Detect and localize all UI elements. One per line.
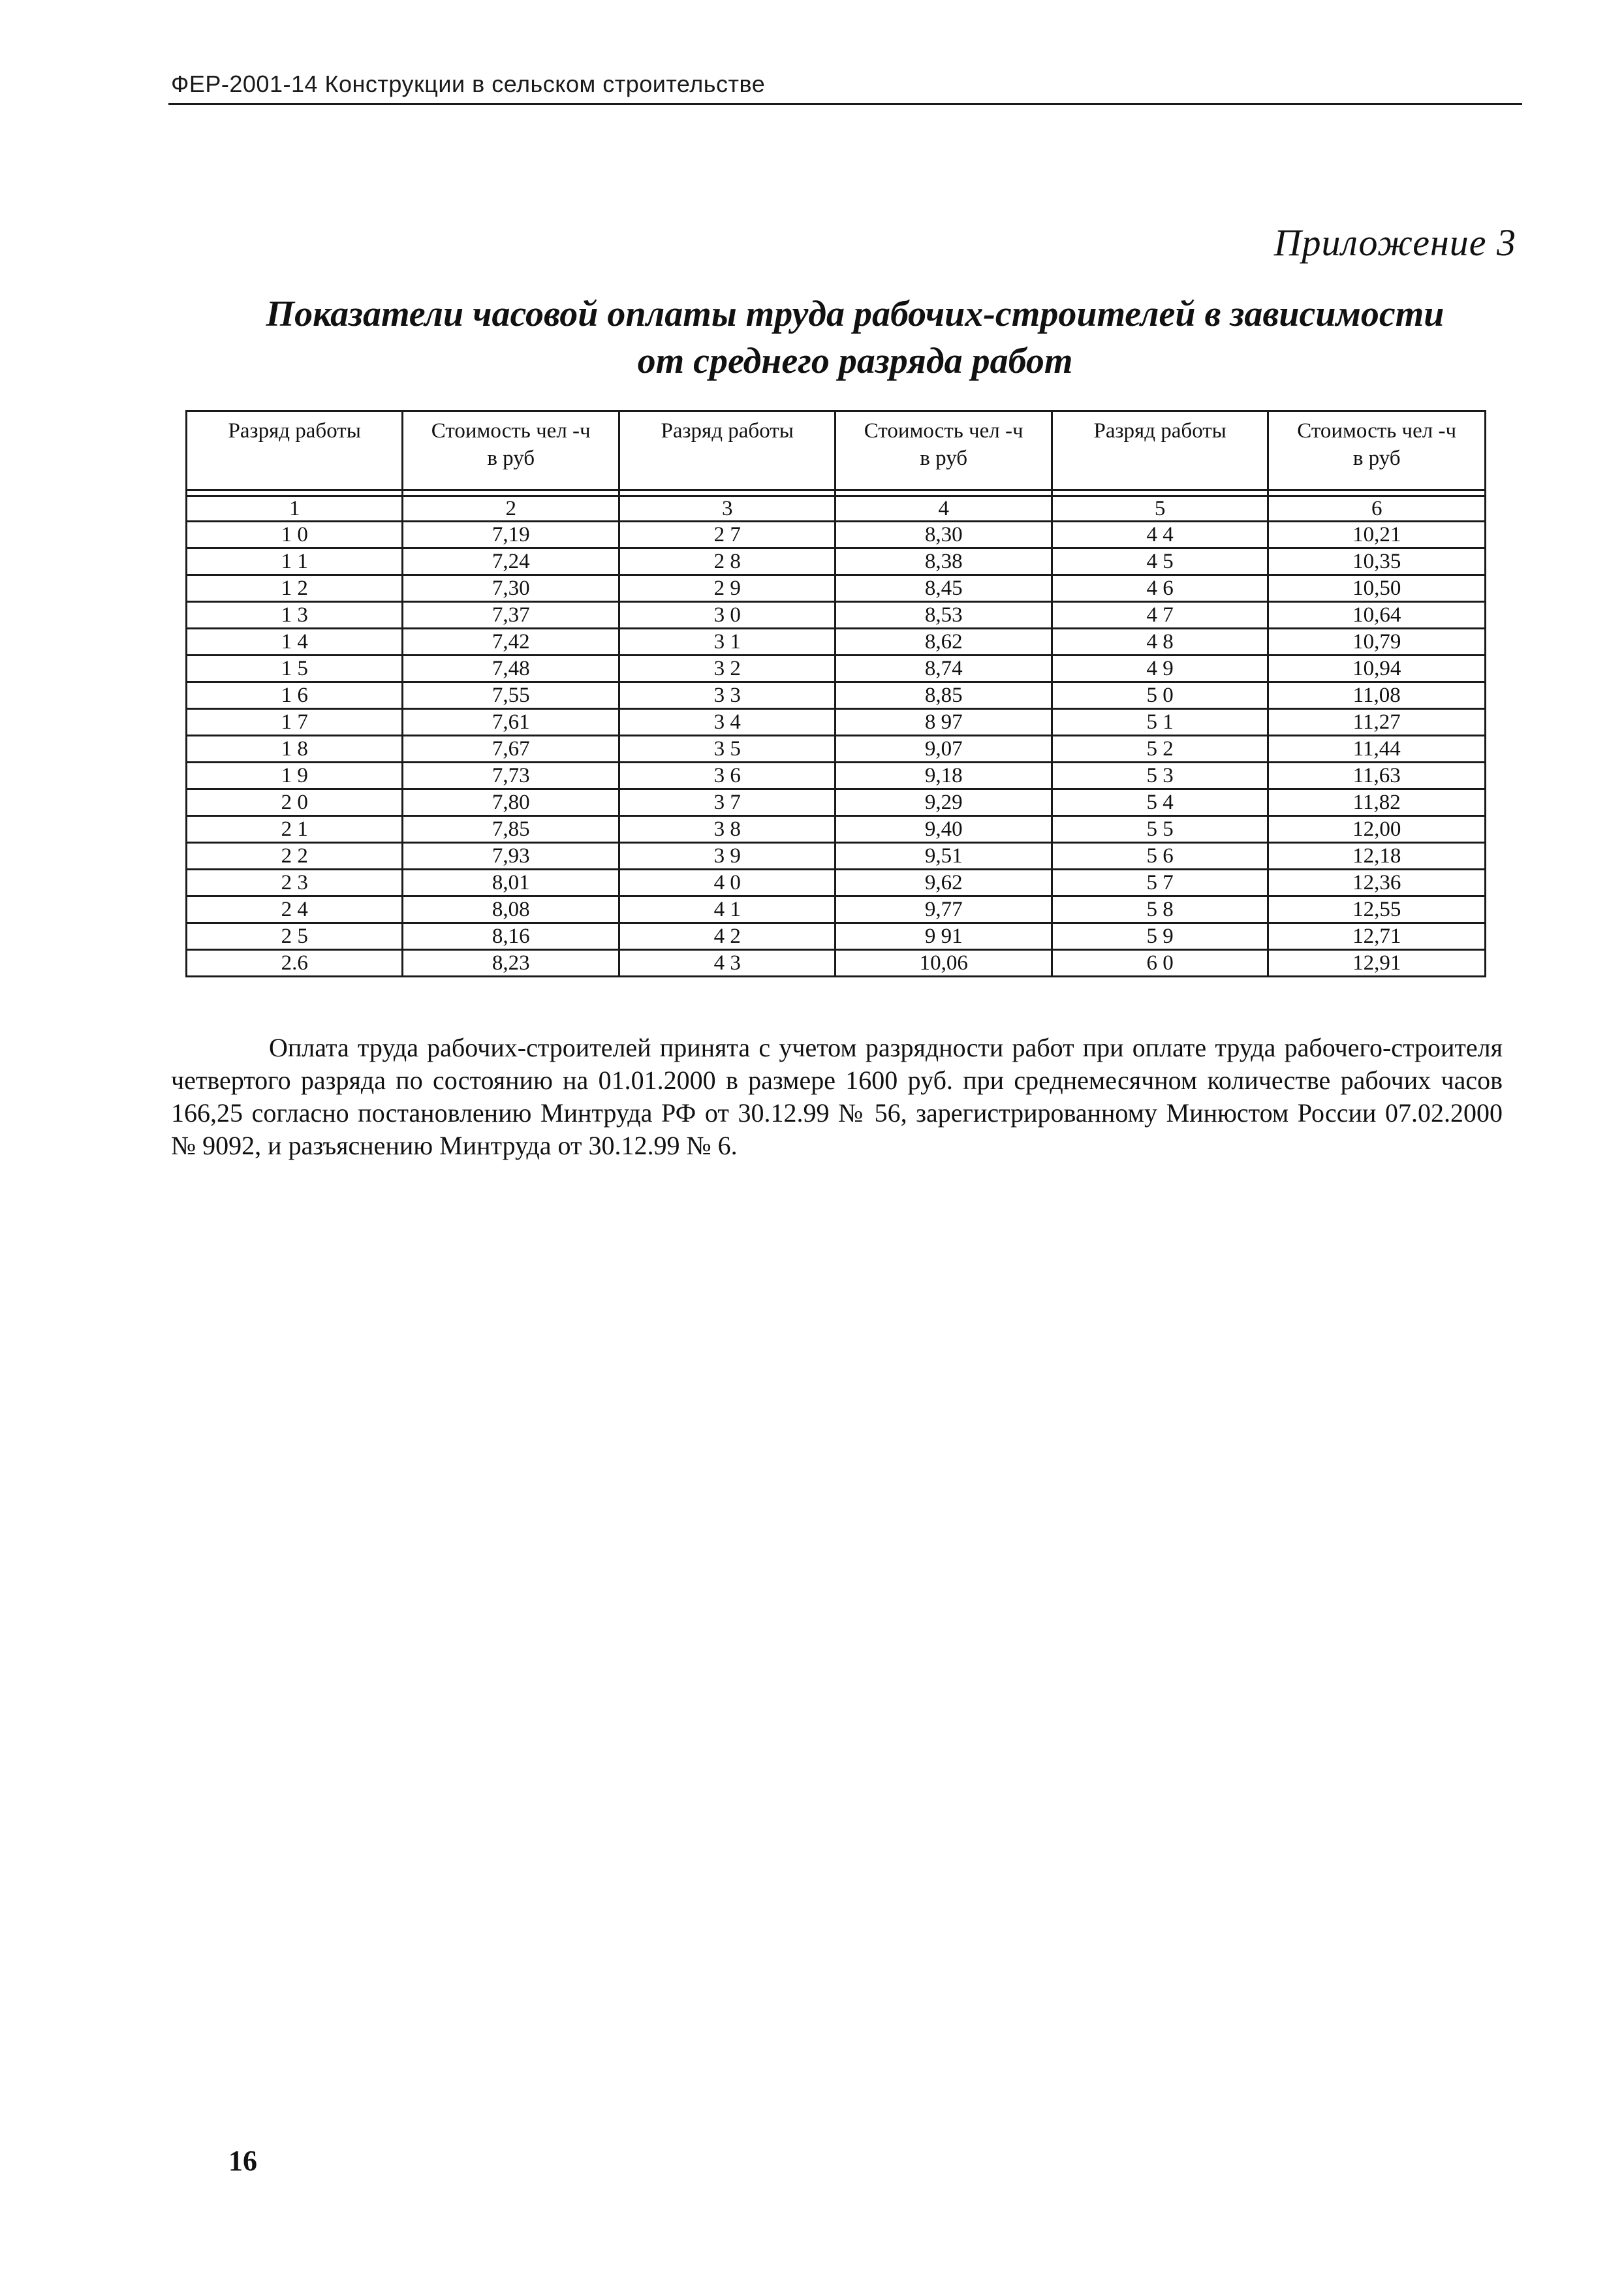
grade-cell: 3 0 <box>619 602 835 629</box>
rate-cell: 9,07 <box>835 736 1052 763</box>
document-title-line-2: от среднего разряда работ <box>637 341 1073 381</box>
rate-cell: 9,62 <box>835 870 1052 896</box>
rate-cell: 7,80 <box>403 789 619 816</box>
gap-cell <box>835 490 1052 496</box>
rate-cell: 10,64 <box>1268 602 1486 629</box>
column-header-line-1: Разряд работы <box>1093 419 1226 443</box>
rate-cell: 12,36 <box>1268 870 1486 896</box>
grade-cell: 5 8 <box>1052 896 1268 923</box>
grade-cell: 1 2 <box>187 575 403 602</box>
table-row <box>187 763 1486 789</box>
column-header-line-1: Разряд работы <box>228 419 361 443</box>
page-number: 16 <box>228 2145 257 2177</box>
column-header-1 <box>187 411 403 490</box>
gap-cell <box>403 490 619 496</box>
rate-cell: 11,44 <box>1268 736 1486 763</box>
rate-cell: 8,85 <box>835 682 1052 709</box>
grade-cell: 4 1 <box>619 896 835 923</box>
table-row <box>187 816 1486 843</box>
rate-cell: 7,42 <box>403 629 619 656</box>
table-row <box>187 870 1486 896</box>
table-row <box>187 548 1486 575</box>
table-row <box>187 843 1486 870</box>
rate-cell: 12,55 <box>1268 896 1486 923</box>
grade-cell: 4 7 <box>1052 602 1268 629</box>
rate-cell: 8,38 <box>835 548 1052 575</box>
grade-cell: 5 7 <box>1052 870 1268 896</box>
rate-cell: 10,50 <box>1268 575 1486 602</box>
rate-cell: 8,62 <box>835 629 1052 656</box>
header-rule <box>168 103 1522 105</box>
column-header-2 <box>403 411 619 490</box>
grade-cell: 3 8 <box>619 816 835 843</box>
grade-cell: 2 1 <box>187 816 403 843</box>
gap-cell <box>1268 490 1486 496</box>
grade-cell: 3 5 <box>619 736 835 763</box>
rate-cell: 11,82 <box>1268 789 1486 816</box>
rate-cell: 12,18 <box>1268 843 1486 870</box>
grade-cell: 4 3 <box>619 950 835 977</box>
rate-cell: 7,73 <box>403 763 619 789</box>
column-number-cell: 4 <box>835 496 1052 522</box>
table-row <box>187 923 1486 950</box>
column-header-line-2: в руб <box>920 447 968 470</box>
column-number-cell: 1 <box>187 496 403 522</box>
grade-cell: 4 4 <box>1052 522 1268 548</box>
rate-cell: 11,63 <box>1268 763 1486 789</box>
grade-cell: 2 8 <box>619 548 835 575</box>
document-title <box>235 291 1475 385</box>
table-row <box>187 682 1486 709</box>
rate-cell: 10,35 <box>1268 548 1486 575</box>
explanatory-paragraph: Оплата труда рабочих-строителей принята с учетом разрядности работ при оплате труда рабочего-строителя четвертого разряда по состоянию на 01.01.2000 в размере 1600 руб. при среднемесячном количестве рабочих часов 166,25 согласно постановлению Минтруда РФ от 30.12.99 № 56, зарегистрированному Минюстом России 07.02.2000 № 9092, и разъяснению Минтруда от 30.12.99 № 6. <box>171 1033 1503 1160</box>
grade-cell: 1 8 <box>187 736 403 763</box>
rate-cell: 7,30 <box>403 575 619 602</box>
column-header-line-1: Стоимость чел -ч <box>431 419 591 443</box>
grade-cell: 4 6 <box>1052 575 1268 602</box>
grade-cell: 2 5 <box>187 923 403 950</box>
rate-cell: 10,79 <box>1268 629 1486 656</box>
grade-cell: 5 4 <box>1052 789 1268 816</box>
rate-cell: 8,74 <box>835 656 1052 682</box>
grade-cell: 2 3 <box>187 870 403 896</box>
table-row <box>187 522 1486 548</box>
gap-cell <box>1052 490 1268 496</box>
grade-cell: 3 9 <box>619 843 835 870</box>
grade-cell: 1 6 <box>187 682 403 709</box>
grade-cell: 2 0 <box>187 789 403 816</box>
table-row <box>187 575 1486 602</box>
grade-cell: 4 0 <box>619 870 835 896</box>
grade-cell: 3 7 <box>619 789 835 816</box>
rate-cell: 12,91 <box>1268 950 1486 977</box>
column-header-line-1: Стоимость чел -ч <box>864 419 1023 443</box>
rate-cell: 8,45 <box>835 575 1052 602</box>
rate-cell: 12,00 <box>1268 816 1486 843</box>
rate-cell: 8 97 <box>835 709 1052 736</box>
rate-cell: 11,27 <box>1268 709 1486 736</box>
rate-cell: 8,08 <box>403 896 619 923</box>
rate-cell: 7,48 <box>403 656 619 682</box>
rate-cell: 12,71 <box>1268 923 1486 950</box>
grade-cell: 5 6 <box>1052 843 1268 870</box>
rate-cell: 10,94 <box>1268 656 1486 682</box>
column-header-3 <box>619 411 835 490</box>
grade-cell: 2 2 <box>187 843 403 870</box>
table-row <box>187 709 1486 736</box>
rate-cell: 9,51 <box>835 843 1052 870</box>
column-header-line-1: Разряд работы <box>661 419 794 443</box>
grade-cell: 1 0 <box>187 522 403 548</box>
table-row <box>187 656 1486 682</box>
rate-cell: 7,93 <box>403 843 619 870</box>
rate-cell: 7,85 <box>403 816 619 843</box>
rate-cell: 9,77 <box>835 896 1052 923</box>
table-row <box>187 896 1486 923</box>
grade-cell: 5 1 <box>1052 709 1268 736</box>
table-row <box>187 789 1486 816</box>
grade-cell: 3 2 <box>619 656 835 682</box>
grade-cell: 3 4 <box>619 709 835 736</box>
table-row <box>187 602 1486 629</box>
rate-cell: 9,18 <box>835 763 1052 789</box>
rate-cell: 10,06 <box>835 950 1052 977</box>
grade-cell: 1 5 <box>187 656 403 682</box>
column-header-4 <box>835 411 1052 490</box>
rate-cell: 9,40 <box>835 816 1052 843</box>
header-gap-row <box>187 490 1486 496</box>
grade-cell: 4 8 <box>1052 629 1268 656</box>
grade-cell: 1 4 <box>187 629 403 656</box>
grade-cell: 1 3 <box>187 602 403 629</box>
grade-cell: 4 9 <box>1052 656 1268 682</box>
grade-cell: 2 9 <box>619 575 835 602</box>
grade-cell: 2.6 <box>187 950 403 977</box>
rate-cell: 11,08 <box>1268 682 1486 709</box>
table-row <box>187 629 1486 656</box>
grade-cell: 1 9 <box>187 763 403 789</box>
gap-cell <box>187 490 403 496</box>
column-header-6 <box>1268 411 1486 490</box>
grade-cell: 2 7 <box>619 522 835 548</box>
table-row <box>187 736 1486 763</box>
grade-cell: 4 2 <box>619 923 835 950</box>
column-number-cell: 2 <box>403 496 619 522</box>
grade-cell: 5 2 <box>1052 736 1268 763</box>
rate-cell: 7,19 <box>403 522 619 548</box>
grade-cell: 5 5 <box>1052 816 1268 843</box>
column-number-cell: 5 <box>1052 496 1268 522</box>
table-body <box>187 490 1486 977</box>
grade-cell: 3 3 <box>619 682 835 709</box>
rate-cell: 7,24 <box>403 548 619 575</box>
column-header-5 <box>1052 411 1268 490</box>
hourly-rate-table <box>185 410 1486 977</box>
column-number-row <box>187 496 1486 522</box>
grade-cell: 5 9 <box>1052 923 1268 950</box>
rate-cell: 9,29 <box>835 789 1052 816</box>
grade-cell: 4 5 <box>1052 548 1268 575</box>
running-header: ФЕР-2001-14 Конструкции в сельском строительстве <box>171 71 766 97</box>
rate-cell: 7,67 <box>403 736 619 763</box>
column-number-cell: 6 <box>1268 496 1486 522</box>
column-header-line-1: Стоимость чел -ч <box>1297 419 1457 443</box>
grade-cell: 3 1 <box>619 629 835 656</box>
document-title-line-1: Показатели часовой оплаты труда рабочих-строителей в зависимости <box>266 294 1444 334</box>
rate-cell: 8,30 <box>835 522 1052 548</box>
table-header-row <box>187 411 1486 490</box>
rate-cell: 7,37 <box>403 602 619 629</box>
grade-cell: 5 0 <box>1052 682 1268 709</box>
rate-cell: 9 91 <box>835 923 1052 950</box>
rate-cell: 10,21 <box>1268 522 1486 548</box>
rate-cell: 7,61 <box>403 709 619 736</box>
grade-cell: 2 4 <box>187 896 403 923</box>
grade-cell: 5 3 <box>1052 763 1268 789</box>
grade-cell: 1 1 <box>187 548 403 575</box>
rate-cell: 8,16 <box>403 923 619 950</box>
rate-cell: 8,53 <box>835 602 1052 629</box>
grade-cell: 1 7 <box>187 709 403 736</box>
appendix-label: Приложение 3 <box>1273 221 1516 264</box>
rate-cell: 7,55 <box>403 682 619 709</box>
column-number-cell: 3 <box>619 496 835 522</box>
grade-cell: 3 6 <box>619 763 835 789</box>
rate-cell: 8,01 <box>403 870 619 896</box>
rate-cell: 8,23 <box>403 950 619 977</box>
gap-cell <box>619 490 835 496</box>
table-row <box>187 950 1486 977</box>
column-header-line-2: в руб <box>487 447 535 470</box>
column-header-line-2: в руб <box>1352 447 1401 470</box>
grade-cell: 6 0 <box>1052 950 1268 977</box>
